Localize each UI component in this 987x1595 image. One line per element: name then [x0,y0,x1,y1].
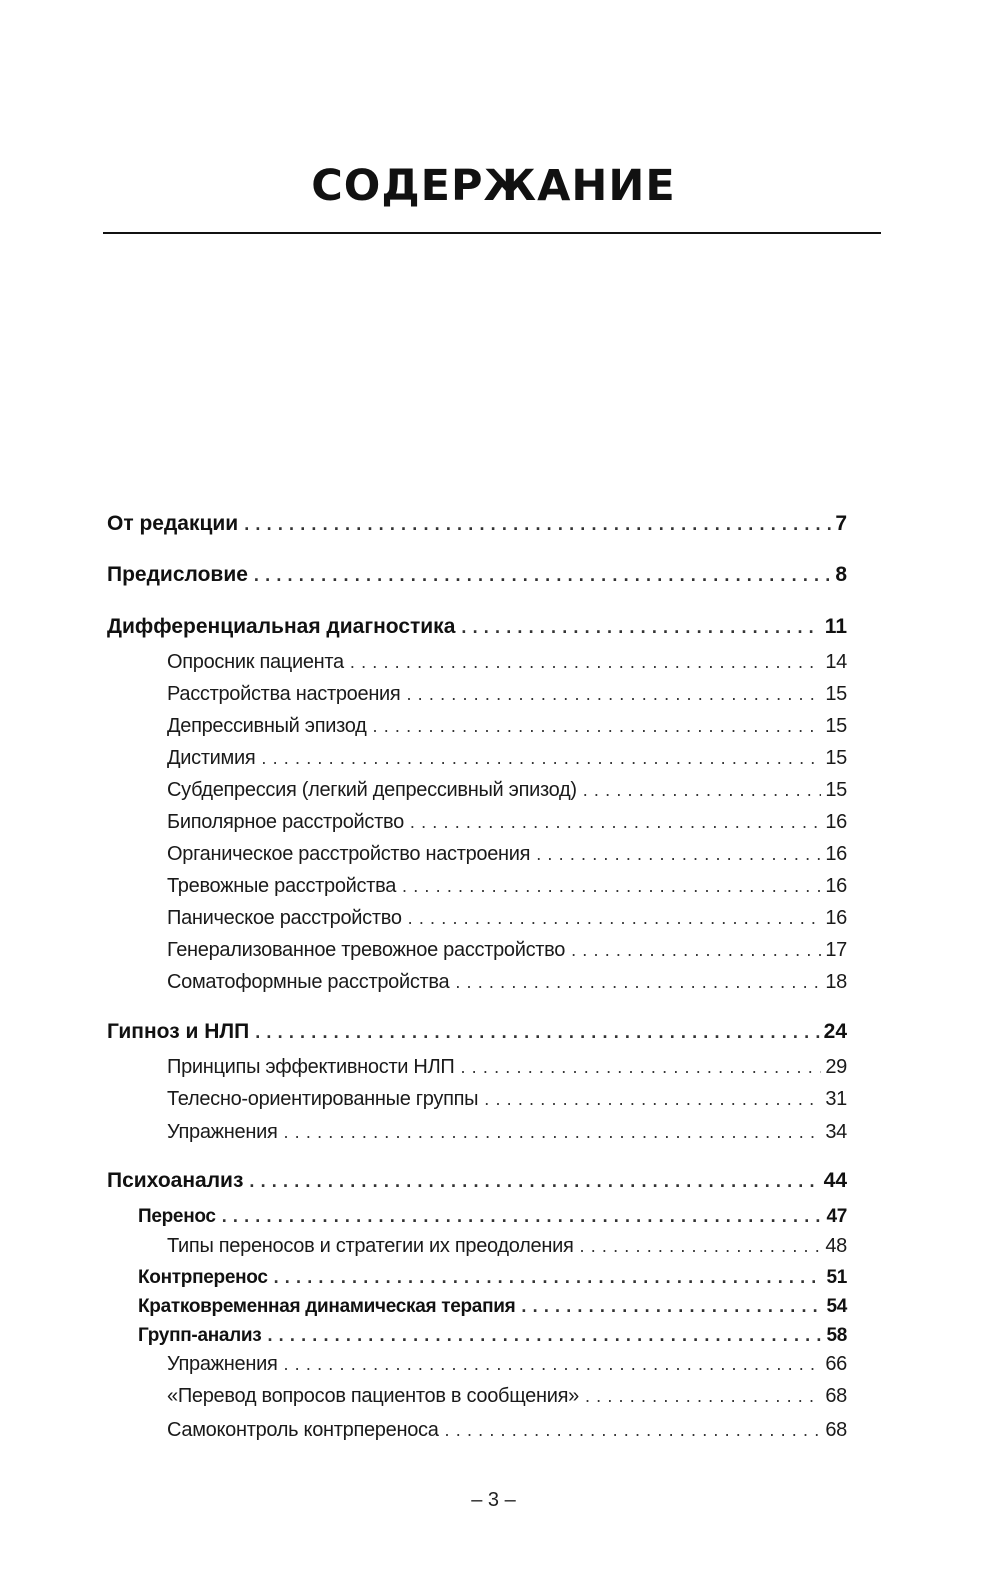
toc-entry-page: 11 [824,615,847,638]
dot-leader [406,679,821,709]
dot-leader [402,871,821,901]
toc-entry-label: Психоанализ [107,1169,244,1192]
toc-entry-page: 16 [825,907,847,929]
toc-entry-page: 17 [825,939,847,961]
toc-entry-page: 15 [825,747,847,769]
dot-leader [461,612,820,642]
toc-entry-label: Расстройства настроения [167,683,401,705]
dot-leader [350,647,821,677]
toc-entry-printsipy-effektivnosti-nlp[interactable] [167,1052,847,1082]
toc-entry-somatoformnye-rasstroystva[interactable] [167,967,847,997]
dot-leader [571,935,821,965]
toc-entry-label: Типы переносов и стратегии их преодоления [167,1235,574,1257]
toc-entry-label: Принципы эффективности НЛП [167,1056,455,1078]
toc-entry-page: 48 [825,1235,847,1257]
dot-leader [283,1349,821,1379]
toc-entry-label: Кратковременная динамическая терапия [138,1296,516,1317]
dot-leader [261,743,821,773]
toc-entry-perevod-voprosov[interactable] [167,1381,847,1411]
toc-entry-generalizovannoe-rasstroystvo[interactable] [167,935,847,965]
dot-leader [536,839,821,869]
dot-leader [445,1415,822,1445]
toc-entry-page: 15 [825,683,847,705]
toc-entry-label: Биполярное расстройство [167,811,404,833]
toc-entry-label: Перенос [138,1206,216,1227]
toc-entry-page: 66 [825,1353,847,1375]
toc-entry-depressivnyy-epizod[interactable] [167,711,847,741]
toc-entry-label: Самоконтроль контрпереноса [167,1419,439,1441]
toc-entry-kontrperenos[interactable] [138,1262,847,1292]
dot-leader [255,1017,819,1047]
toc-entry-label: «Перевод вопросов пациентов в сообщения» [167,1385,579,1407]
toc-entry-page: 58 [826,1325,847,1346]
toc-entry-label: Упражнения [167,1353,278,1375]
toc-entry-label: Субдепрессия (легкий депрессивный эпизод) [167,779,577,801]
toc-entry-uprazhneniya-nlp[interactable] [167,1117,847,1147]
toc-entry-rasstroystva-nastroeniya[interactable] [167,679,847,709]
dot-leader [373,711,822,741]
toc-entry-label: Дифференциальная диагностика [107,615,456,638]
dot-leader [244,509,831,539]
toc-entry-grupp-analiz[interactable] [138,1320,847,1350]
toc-entry-page: 18 [825,971,847,993]
dot-leader [254,560,831,590]
toc-entry-page: 24 [823,1020,847,1043]
toc-entry-oprosnik-patsienta[interactable] [167,647,847,677]
dot-leader [267,1320,822,1350]
toc-entry-predislovie[interactable] [107,560,847,590]
toc-entry-ot-redaktsii[interactable] [107,509,847,539]
toc-entry-label: Генерализованное тревожное расстройство [167,939,566,961]
toc-entry-label: Телесно-ориентированные группы [167,1088,479,1110]
toc-entry-gipnoz-i-nlp[interactable] [107,1017,847,1047]
dot-leader [408,903,822,933]
toc-entry-page: 29 [825,1056,847,1078]
toc-entry-page: 34 [825,1121,847,1143]
toc-entry-psikhoanaliz[interactable] [107,1166,847,1196]
toc-entry-page: 16 [825,875,847,897]
dot-leader [583,775,822,805]
toc-entry-label: Соматоформные расстройства [167,971,450,993]
toc-entry-label: Контрперенос [138,1267,268,1288]
toc-entry-page: 68 [825,1385,847,1407]
page-title: СОДЕРЖАНИЕ [311,161,676,211]
toc-entry-distimiya[interactable] [167,743,847,773]
toc-entry-page: 44 [823,1169,847,1192]
dot-leader [455,967,821,997]
toc-entry-organicheskoe-rasstroystvo[interactable] [167,839,847,869]
toc-entry-page: 47 [826,1206,847,1227]
dot-leader [484,1084,821,1114]
toc-entry-trevozhnye-rasstroystva[interactable] [167,871,847,901]
toc-entry-label: Гипноз и НЛП [107,1020,250,1043]
toc-entry-page: 16 [825,811,847,833]
toc-entry-page: 51 [826,1267,847,1288]
dot-leader [222,1201,823,1231]
dot-leader [460,1052,821,1082]
toc-entry-kratkovremennaya-terapiya[interactable] [138,1291,847,1321]
toc-entry-page: 31 [825,1088,847,1110]
toc-entry-page: 8 [835,563,847,586]
toc-entry-tipy-perenosov[interactable] [167,1231,847,1261]
dot-leader [274,1262,823,1292]
toc-entry-perenos[interactable] [138,1201,847,1231]
toc-entry-page: 15 [825,779,847,801]
page-number: – 3 – [471,1489,516,1511]
toc-entry-label: Дистимия [167,747,256,769]
toc-entry-page: 7 [835,512,847,535]
toc-entry-panicheskoe-rasstroystvo[interactable] [167,903,847,933]
dot-leader [585,1381,821,1411]
toc-entry-samokontrol-kontrperenosa[interactable] [167,1415,847,1445]
dot-leader [580,1231,822,1261]
dot-leader [521,1291,822,1321]
toc-entry-page: 16 [825,843,847,865]
toc-entry-label: Групп-анализ [138,1325,262,1346]
toc-entry-label: От редакции [107,512,239,535]
toc-entry-subdepressiya[interactable] [167,775,847,805]
toc-entry-label: Паническое расстройство [167,907,402,929]
toc-entry-page: 54 [826,1296,847,1317]
toc-entry-label: Опросник пациента [167,651,344,673]
toc-entry-differentsialnaya-diagnostika[interactable] [107,612,847,642]
dot-leader [283,1117,821,1147]
toc-entry-label: Тревожные расстройства [167,875,397,897]
toc-entry-bipolyarnoe-rasstroystvo[interactable] [167,807,847,837]
toc-entry-page: 14 [825,651,847,673]
toc-entry-page: 68 [825,1419,847,1441]
toc-entry-uprazhneniya-analiz[interactable] [167,1349,847,1379]
toc-entry-telesno-orientirovannye-gruppy[interactable] [167,1084,847,1114]
toc-entry-label: Депрессивный эпизод [167,715,367,737]
dot-leader [249,1166,819,1196]
dot-leader [410,807,821,837]
toc-entry-label: Органическое расстройство настроения [167,843,531,865]
toc-entry-label: Предисловие [107,563,248,586]
toc-entry-label: Упражнения [167,1121,278,1143]
toc-entry-page: 15 [825,715,847,737]
